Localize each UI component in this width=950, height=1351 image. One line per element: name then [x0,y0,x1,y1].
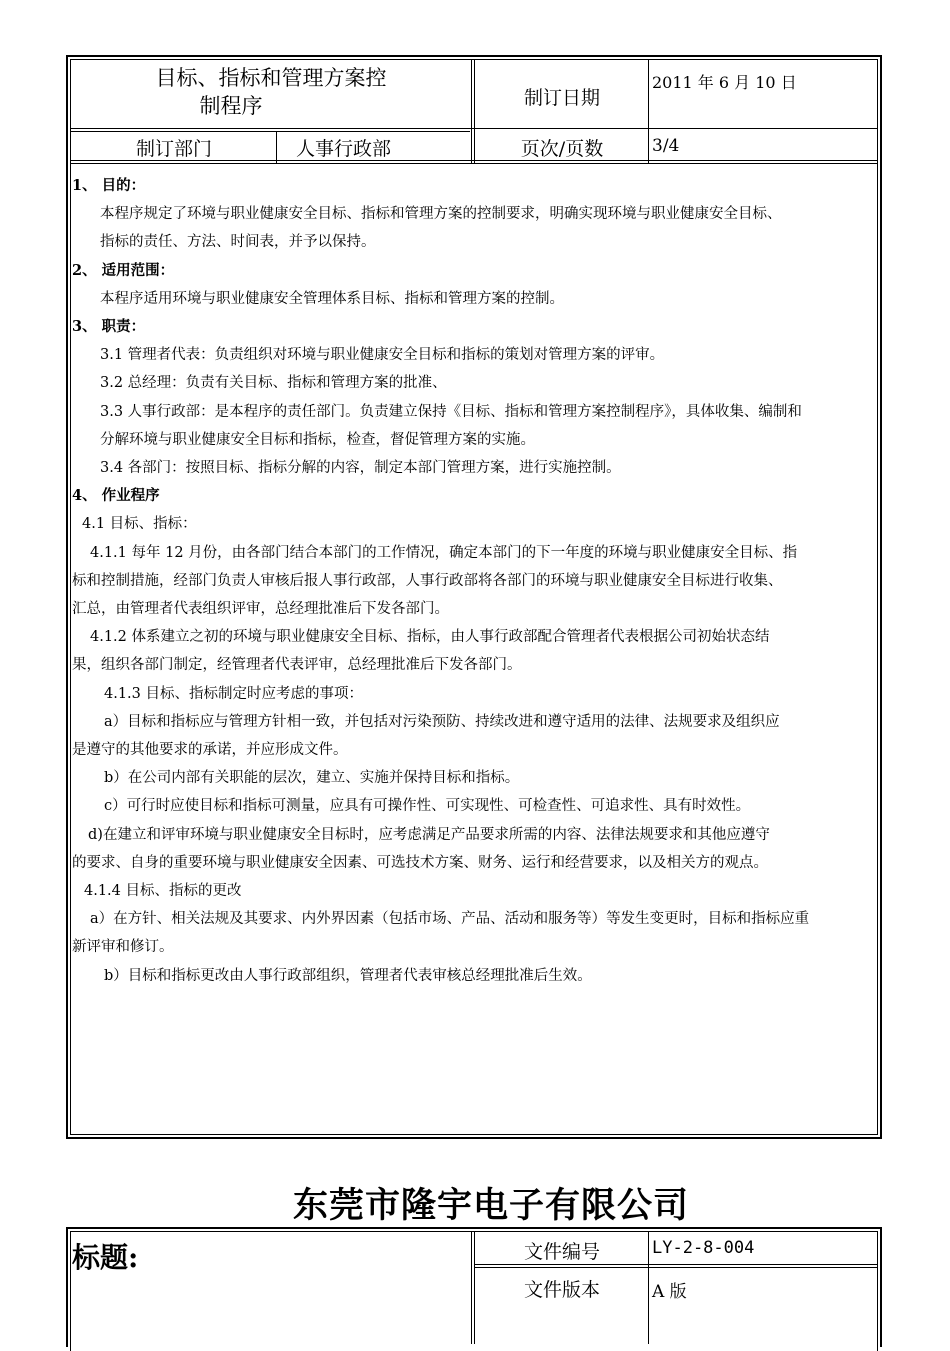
header-divider-2b [70,163,878,164]
footer-col-divider-1b [474,1231,475,1344]
body-line: 标和控制措施，经部门负责人审核后报人事行政部，人事行政部将各部门的环境与职业健康安全目标进行收集、 [72,572,783,589]
body-line: 4.1.1 每年 12 月份，由各部门结合本部门的工作情况，确定本部门的下一年度的环境与职业健康安全目标、指 [90,544,798,561]
header-col-divider-2 [648,59,649,163]
body-line: 4.1.2 体系建立之初的环境与职业健康安全目标、指标，由人事行政部配合管理者代表根据公司初始状态结 [90,629,770,646]
body-line: 4、 作业程序 [72,487,160,505]
body-line: 3.2 总经理：负责有关目标、指标和管理方案的批准、 [100,375,447,392]
body-line: a）目标和指标应与管理方针相一致，并包括对污染预防、持续改进和遵守适用的法律、法规要求及组织应 [104,713,780,730]
header-col-divider-3 [276,131,277,163]
body-line: 本程序规定了环境与职业健康安全目标、指标和管理方案的控制要求，明确实现环境与职业健康安全目标、 [100,206,782,223]
date-label: 制订日期 [523,87,600,109]
dept-value: 人事行政部 [296,138,392,160]
body-line: 3.3 人事行政部：是本程序的责任部门。负责建立保持《目标、指标和管理方案控制程序》，具体收集、编制和 [100,403,802,420]
body-line: 的要求、自身的重要环境与职业健康安全因素、可选技术方案、财务、运行和经营要求，以及相关方的观点。 [72,854,768,871]
body-line: 是遵守的其他要求的承诺，并应形成文件。 [72,742,348,759]
page-label: 页次/页数 [520,138,604,160]
body-line: 1、 目的： [72,177,146,194]
header-col-divider-1 [471,59,472,163]
body-line: 果，组织各部门制定，经管理者代表评审，总经理批准后下发各部门。 [72,657,522,674]
body-text [72,172,878,990]
version-value: A 版 [652,1282,687,1302]
dept-label: 制订部门 [135,138,212,160]
footer-col-divider-1 [471,1231,472,1344]
body-line: 4.1 目标、指标： [82,516,197,533]
body-line: 3.4 各部门：按照目标、指标分解的内容，制定本部门管理方案，进行实施控制。 [100,460,621,477]
body-line: 分解环境与职业健康安全目标和指标，检查，督促管理方案的实施。 [100,431,535,448]
body-line: 本程序适用环境与职业健康安全管理体系目标、指标和管理方案的控制。 [100,290,564,307]
doc-title [72,64,470,120]
page-value: 3/4 [652,136,680,156]
body-line: d)在建立和评审环境与职业健康安全目标时，应考虑满足产品要求所需的内容、法律法规要求和其他应遵守 [88,826,770,843]
footer-title-label: 标题: [72,1241,139,1274]
body-line: a）在方针、相关法规及其要求、内外界因素（包括市场、产品、活动和服务等）等发生变更时，目标和指标应重 [90,911,810,928]
doc-title-line2: 制程序 [199,94,263,118]
header-col-divider-1b [474,59,475,163]
body-line: c）可行时应使目标和指标可测量，应具有可操作性、可实现性、可检查性、可追求性、具有时效性。 [104,798,751,815]
footer-col-divider-2 [648,1231,649,1344]
body-line: 新评审和修订。 [72,939,174,956]
body-line: b）在公司内部有关职能的层次，建立、实施并保持目标和指标。 [104,770,520,787]
body-line: 3、 职责： [72,318,146,336]
footer-row-divider-b [474,1267,878,1268]
doc-no-value: LY-2-8-004 [652,1238,755,1258]
body-line: 汇总，由管理者代表组织评审，总经理批准后下发各部门。 [72,601,449,618]
body-line: b）目标和指标更改由人事行政部组织，管理者代表审核总经理批准后生效。 [104,967,592,984]
doc-title-line1: 目标、指标和管理方案控 [155,66,387,90]
body-line: 4.1.3 目标、指标制定时应考虑的事项： [104,685,364,702]
body-line: 2、 适用范围： [72,261,175,279]
date-value: 2011 年 6 月 10 日 [652,73,797,92]
company-name: 东莞市隆宇电子有限公司 [292,1185,689,1226]
body-line: 4.1.4 目标、指标的更改 [84,883,242,900]
version-label: 文件版本 [523,1279,600,1301]
doc-no-label: 文件编号 [523,1241,600,1263]
header-divider-1b [70,131,470,132]
body-line: 指标的责任、方法、时间表，并予以保持。 [100,234,376,251]
body-line: 3.1 管理者代表：负责组织对环境与职业健康安全目标和指标的策划对管理方案的评审。 [100,347,665,364]
